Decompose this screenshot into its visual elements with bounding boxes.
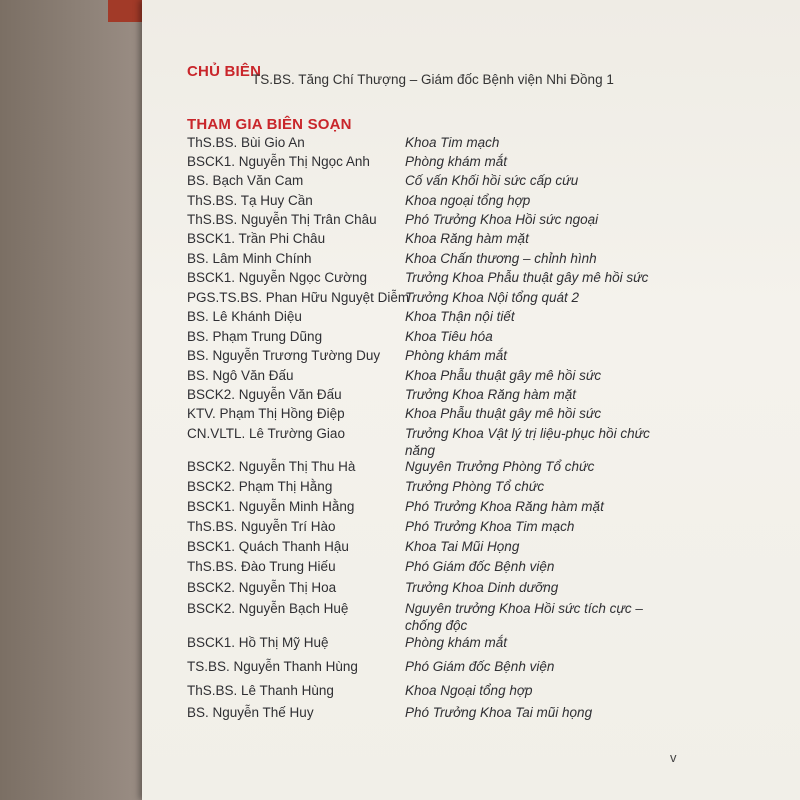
- contributor-name: BSCK1. Nguyễn Minh Hằng: [187, 499, 355, 514]
- contributor-role: Khoa Ngoại tổng hợp: [405, 683, 533, 698]
- contributor-role: Trưởng Khoa Nội tổng quát 2: [405, 290, 580, 305]
- chief-editor-line: TS.BS. Tăng Chí Thượng – Giám đốc Bệnh viện Nhi Đồng 1: [252, 72, 614, 87]
- contributor-role: Khoa Tiêu hóa: [405, 329, 493, 344]
- contributor-role: Trưởng Khoa Phẫu thuật gây mê hồi sức: [405, 270, 649, 285]
- contributor-name: BSCK1. Quách Thanh Hậu: [187, 539, 349, 554]
- contributor-name: KTV. Phạm Thị Hồng Điệp: [187, 406, 345, 421]
- contributor-name: BS. Bạch Văn Cam: [187, 173, 304, 188]
- contributor-role: Phó Trưởng Khoa Hồi sức ngoại: [405, 212, 599, 227]
- contributor-name: BS. Nguyễn Trương Tường Duy: [187, 348, 381, 363]
- contributor-name: ThS.BS. Nguyễn Trí Hào: [187, 519, 336, 534]
- contributor-role: Cố vấn Khối hồi sức cấp cứu: [405, 173, 579, 188]
- contributor-role: Khoa ngoại tổng hợp: [405, 193, 531, 208]
- contributor-role: Trưởng Khoa Dinh dưỡng: [405, 580, 559, 595]
- contributor-name: ThS.BS. Lê Thanh Hùng: [187, 683, 334, 698]
- contributor-name: BSCK1. Nguyễn Ngọc Cường: [187, 270, 367, 285]
- book-cover-edge: [0, 0, 150, 800]
- book-page: [142, 0, 800, 800]
- contributor-name: BS. Phạm Trung Dũng: [187, 329, 323, 344]
- contributor-name: BS. Lâm Minh Chính: [187, 251, 312, 266]
- contributor-name: PGS.TS.BS. Phan Hữu Nguyệt Diễm: [187, 290, 410, 305]
- contributor-name: ThS.BS. Nguyễn Thị Trân Châu: [187, 212, 377, 227]
- contributor-role: Phó Giám đốc Bệnh viện: [405, 659, 555, 674]
- contributor-name: BSCK2. Nguyễn Thị Hoa: [187, 580, 337, 595]
- contributor-name: CN.VLTL. Lê Trường Giao: [187, 426, 345, 441]
- contributor-role: Phòng khám mắt: [405, 348, 508, 363]
- contributor-name: ThS.BS. Tạ Huy Cần: [187, 193, 313, 208]
- contributor-name: BSCK2. Nguyễn Thị Thu Hà: [187, 459, 356, 474]
- contributor-role: Khoa Tai Mũi Họng: [405, 539, 520, 554]
- contributor-role: Trưởng Phòng Tổ chức: [405, 479, 545, 494]
- contributor-name: BS. Nguyễn Thế Huy: [187, 705, 314, 720]
- contributor-name: BS. Lê Khánh Diệu: [187, 309, 302, 324]
- contributor-role: Phòng khám mắt: [405, 635, 508, 650]
- contributor-role: Khoa Phẫu thuật gây mê hồi sức: [405, 406, 602, 421]
- contributor-name: BS. Ngô Văn Đấu: [187, 368, 294, 383]
- contributor-role: Khoa Tim mạch: [405, 135, 500, 150]
- contributor-name: ThS.BS. Bùi Gio An: [187, 135, 305, 150]
- contributor-role: Phó Trưởng Khoa Răng hàm mặt: [405, 499, 604, 514]
- contributor-name: TS.BS. Nguyễn Thanh Hùng: [187, 659, 358, 674]
- contributor-role: Phòng khám mắt: [405, 154, 508, 169]
- contributor-role: Trưởng Khoa Răng hàm mặt: [405, 387, 577, 402]
- contributor-role: Nguyên Trưởng Phòng Tổ chức: [405, 459, 595, 474]
- chief-editor-heading: CHỦ BIÊN: [187, 63, 262, 80]
- contributors-heading: THAM GIA BIÊN SOẠN: [187, 116, 352, 133]
- contributor-role: Khoa Chấn thương – chỉnh hình: [405, 251, 597, 266]
- contributor-name: BSCK2. Nguyễn Văn Đấu: [187, 387, 342, 402]
- contributor-role: Khoa Thận nội tiết: [405, 309, 515, 324]
- contributor-role: Trưởng Khoa Vật lý trị liệu-phục hồi chức năng: [405, 426, 650, 458]
- contributor-name: ThS.BS. Đào Trung Hiếu: [187, 559, 336, 574]
- contributor-role: Phó Giám đốc Bệnh viện: [405, 559, 555, 574]
- contributor-name: BSCK2. Nguyễn Bạch Huệ: [187, 601, 349, 616]
- contributor-name: BSCK1. Hồ Thị Mỹ Huệ: [187, 635, 329, 650]
- contributor-role: Phó Trưởng Khoa Tai mũi họng: [405, 705, 593, 720]
- contributor-role: Phó Trưởng Khoa Tim mạch: [405, 519, 575, 534]
- contributor-name: BSCK2. Phạm Thị Hằng: [187, 479, 333, 494]
- page-number: v: [670, 750, 677, 765]
- contributor-role: Khoa Răng hàm mặt: [405, 231, 529, 246]
- contributor-role: Khoa Phẫu thuật gây mê hồi sức: [405, 368, 602, 383]
- contributor-role: Nguyên trưởng Khoa Hồi sức tích cực – chống độc: [405, 601, 643, 633]
- contributor-name: BSCK1. Trần Phi Châu: [187, 231, 326, 246]
- contributor-name: BSCK1. Nguyễn Thị Ngọc Anh: [187, 154, 370, 169]
